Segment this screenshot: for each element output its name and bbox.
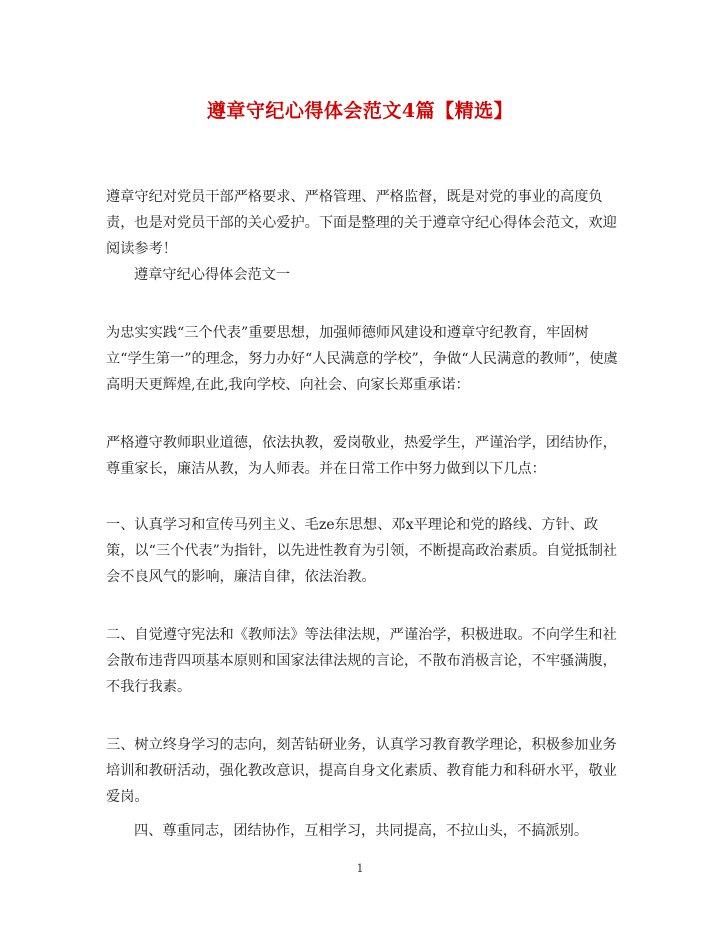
- paragraph-6: 四、尊重同志，团结协作，互相学习，共同提高，不拉山头，不搞派别。: [134, 823, 589, 839]
- paragraph-2: 严格遵守教师职业道德，依法执教，爱岗敬业，热爱学生，严谨治学，团结协作，尊重家长，廉洁从教，为人师表。并在日常工作中努力做到以下几点：: [106, 435, 617, 477]
- paragraph-3: 一、认真学习和宣传马列主义、毛ze东思想、邓x平理论和党的路线、方针、政策，以“三个代表”为指针，以先进性教育为引领，不断提高政治素质。自觉抵制社会不良风气的影响，廉洁自律，依法治教。: [106, 517, 618, 585]
- document-title: 遵章守纪心得体会范文4篇【精选】: [206, 100, 514, 122]
- paragraph-5: 三、树立终身学习的志向，刻苦钻研业务，认真学习教育教学理论，积极参加业务培训和教研活动，强化教改意识，提高自身文化素质、教育能力和科研水平，敬业爱岗。: [106, 737, 617, 805]
- page-number: 1: [356, 862, 364, 875]
- paragraph-4: 二、自觉遵守宪法和《教师法》等法律法规，严谨治学，积极进取。不向学生和社会散布违背四项基本原则和国家法律法规的言论，不散布消极言论，不牢骚满腹，不我行我素。: [106, 627, 617, 695]
- paragraph-1: 为忠实实践“三个代表”重要思想，加强师德师风建设和遵章守纪教育，牢固树立“学生第一”的理念，努力办好“人民满意的学校”，争做“人民满意的教师”，使虞高明天更辉煌,在此,我向学校、向社会、向家长郑重承诺：: [106, 325, 618, 393]
- intro-paragraph: 遵章守纪对党员干部严格要求、严格管理、严格监督，既是对党的事业的高度负责，也是对党员干部的关心爱护。下面是整理的关于遵章守纪心得体会范文，欢迎阅读参考！: [106, 189, 617, 257]
- section-subheading: 遵章守纪心得体会范文一: [134, 267, 291, 283]
